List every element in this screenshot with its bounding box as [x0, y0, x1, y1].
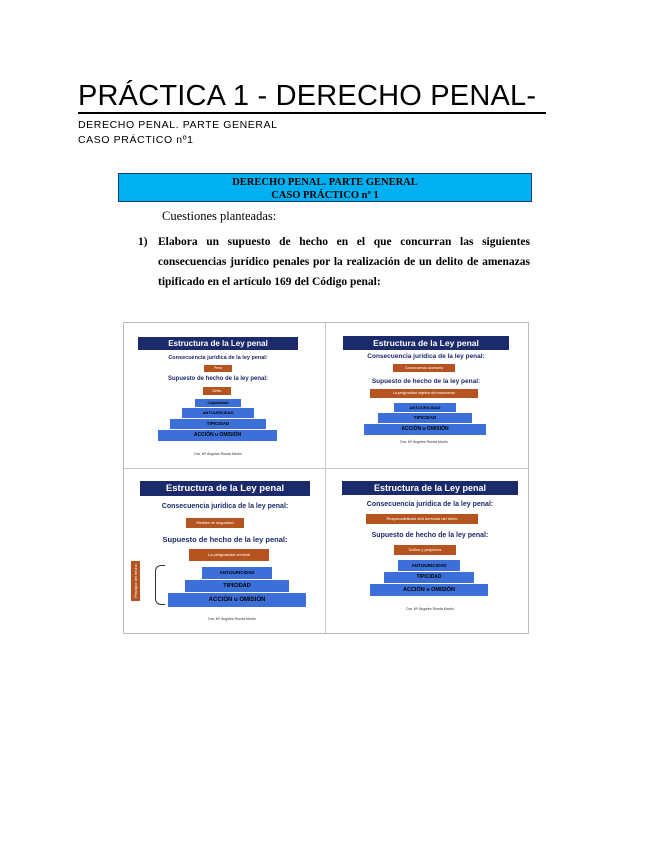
slide-1-consequence-box: Pena [204, 365, 232, 372]
slide-4-author: Dra. Mª Ángeles Rueda Martín [406, 607, 454, 611]
page-title: PRÁCTICA 1 - DERECHO PENAL- [78, 80, 537, 112]
slide-3-author: Dra. Mª Ángeles Rueda Martín [208, 617, 256, 621]
subtitle-case: CASO PRÁCTICO nº1 [78, 134, 194, 146]
slide-3-consequence-label: Consecuencia jurídica de la ley penal: [161, 503, 289, 510]
slide-4-assumption-box: Daños y perjuicios [394, 545, 456, 555]
slide-4-consequence-box: Responsabilidad civil derivada del delito [366, 514, 478, 524]
slides-grid [123, 322, 529, 634]
slide-3-assumption-label: Supuesto de hecho de la ley penal: [162, 535, 288, 544]
question-1-text: Elabora un supuesto de hecho en el que concurran las siguientes consecuencias jurídico penales por la realización de un delito de amenazas tipificado en el artículo 169 del Código penal: [158, 236, 530, 288]
slide-1-author: Dra. Mª Ángeles Rueda Martín [194, 452, 242, 456]
slide-3-assumption-box: La peligrosidad criminal [189, 549, 269, 561]
title-underline [78, 112, 546, 114]
slide-2-tier-1: ANTIJURICIDAD [394, 403, 456, 412]
slide-4-tier-3: ACCIÓN u OMISIÓN [370, 584, 488, 596]
slide-4-tier-2: TIPICIDAD [384, 572, 474, 583]
slide-1-tier-1: Culpabilidad [195, 399, 241, 407]
banner-line-1: DERECHO PENAL. PARTE GENERAL [232, 177, 418, 188]
slide-1-assumption-label: Supuesto de hecho de la ley penal: [167, 376, 269, 382]
banner-line-2: CASO PRÁCTICO nº 1 [271, 190, 379, 201]
slide-1-consequence-label: Consecuencia jurídica de la ley penal: [168, 355, 268, 361]
slide-2-title: Estructura de la Ley penal [343, 336, 509, 350]
question-1-number: 1) [138, 236, 148, 248]
slide-1-title: Estructura de la Ley penal [138, 337, 298, 350]
slide-1-tier-2: ANTIJURICIDAD [182, 408, 254, 418]
slide-3-side-label: Principio del hecho [131, 561, 140, 601]
slide-2-assumption-box: La peligrosidad objetiva del instrumento [370, 389, 478, 398]
questions-heading: Cuestiones planteadas: [162, 209, 277, 223]
slide-2-consequence-label: Consecuencia jurídica de la ley penal: [367, 353, 485, 360]
question-1 [138, 232, 530, 292]
slide-4-title: Estructura de la Ley penal [342, 481, 518, 495]
slide-1-assumption-box: Delito [203, 387, 231, 395]
slide-4-tier-1: ANTIJURICIDAD [398, 560, 460, 571]
slide-2-consequence-box: Consecuencia accesoria [393, 364, 455, 372]
slide-2-author: Dra. Mª Ángeles Rueda Martín [400, 440, 448, 444]
slide-4-consequence-label: Consecuencia jurídica de la ley penal: [366, 501, 494, 508]
slide-4-assumption-label: Supuesto de hecho de la ley penal: [371, 532, 489, 539]
slide-3 [124, 469, 325, 635]
slide-4 [326, 469, 530, 635]
slide-3-tier-1: ANTIJURICIDAD [202, 567, 272, 579]
slide-3-tier-3: ACCIÓN u OMISIÓN [168, 593, 306, 607]
slide-1-tier-3: TIPICIDAD [170, 419, 266, 429]
slide-2 [326, 323, 530, 468]
slide-3-title: Estructura de la Ley penal [140, 481, 310, 496]
subtitle-course: DERECHO PENAL. PARTE GENERAL [78, 119, 278, 131]
slide-1-tier-4: ACCIÓN u OMISIÓN [158, 430, 277, 441]
slide-1 [124, 323, 325, 468]
slide-3-consequence-box: Medida de seguridad [186, 518, 244, 528]
slide-2-tier-3: ACCIÓN u OMISIÓN [364, 424, 486, 435]
slide-3-tier-2: TIPICIDAD [185, 580, 289, 592]
slide-2-tier-2: TIPICIDAD [378, 413, 472, 423]
slide-2-assumption-label: Supuesto de hecho de la ley penal: [371, 378, 481, 385]
case-banner [118, 173, 532, 202]
slide-3-brace [155, 565, 165, 605]
